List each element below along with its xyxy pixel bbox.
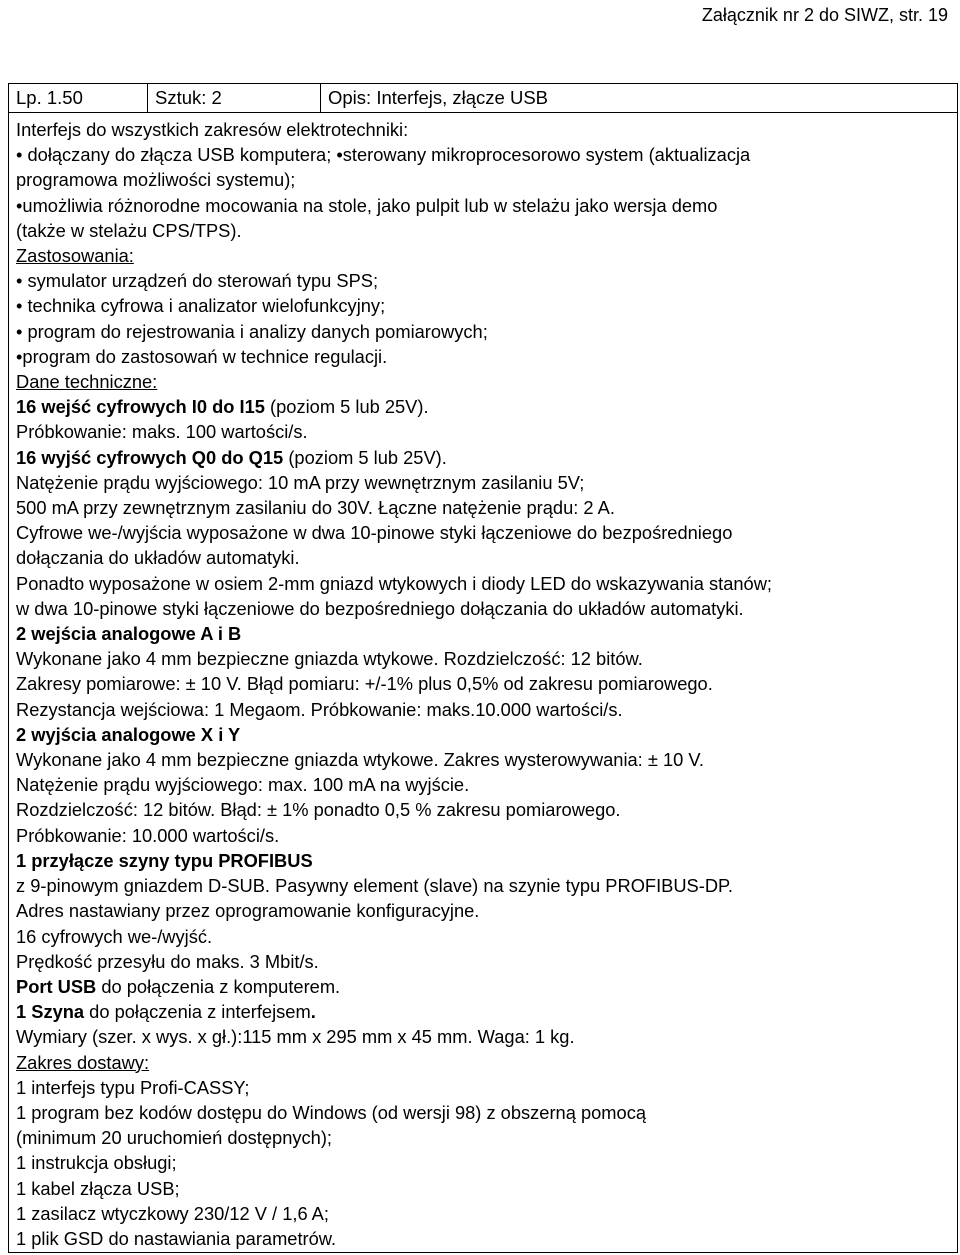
specification-table xyxy=(8,83,958,1253)
spec-line: z 9-pinowym gniazdem D-SUB. Pasywny element (slave) na szynie typu PROFIBUS-DP. xyxy=(16,875,733,897)
spec-line: Adres nastawiany przez oprogramowanie konfiguracyjne. xyxy=(16,900,480,922)
usb-port-text: do połączenia z komputerem. xyxy=(96,975,341,997)
item-number-cell: Lp. 1.50 xyxy=(9,84,148,112)
digital-inputs-label: 16 wejść cyfrowych I0 do I15 xyxy=(16,396,265,418)
spec-line: Próbkowanie: 10.000 wartości/s. xyxy=(16,824,280,846)
spec-line: Natężenie prądu wyjściowego: 10 mA przy wewnętrznym zasilaniu 5V; xyxy=(16,471,585,493)
page-header: Załącznik nr 2 do SIWZ, str. 19 xyxy=(701,5,948,25)
rail-text: do połączenia z interfejsem xyxy=(84,1001,311,1023)
spec-line: Wymiary (szer. x wys. x gł.):115 mm x 295 mm x 45 mm. Waga: 1 kg. xyxy=(16,1026,575,1048)
feature-line: programowa możliwości systemu); xyxy=(16,169,296,191)
digital-inputs-line xyxy=(16,394,950,419)
applications-heading: Zastosowania: xyxy=(16,245,134,267)
application-item: •program do zastosowań w technice regulacji. xyxy=(16,345,388,367)
spec-line: Natężenie prądu wyjściowego: max. 100 mA na wyjście. xyxy=(16,774,470,796)
rail-label: 1 Szyna xyxy=(16,1001,85,1023)
feature-line: (także w stelażu CPS/TPS). xyxy=(16,219,242,241)
analog-outputs-heading: 2 wyjścia analogowe X i Y xyxy=(16,723,241,745)
analog-inputs-heading: 2 wejścia analogowe A i B xyxy=(16,623,242,645)
delivery-scope-heading: Zakres dostawy: xyxy=(16,1051,150,1073)
delivery-item: 1 instrukcja obsługi; xyxy=(16,1152,177,1174)
feature-line: •umożliwia różnorodne mocowania na stole, jako pulpit lub w stelażu jako wersja demo xyxy=(16,194,718,216)
digital-outputs-level: (poziom 5 lub 25V). xyxy=(283,446,447,468)
rail-period: . xyxy=(310,1001,316,1023)
spec-line: Rozdzielczość: 12 bitów. Błąd: ± 1% ponadto 0,5 % zakresu pomiarowego. xyxy=(16,799,621,821)
feature-line: • dołączany do złącza USB komputera; •sterowany mikroprocesorowo system (aktualizacja xyxy=(16,144,751,166)
spec-line: Zakresy pomiarowe: ± 10 V. Błąd pomiaru: +/-1% plus 0,5% od zakresu pomiarowego. xyxy=(16,673,713,695)
usb-port-line xyxy=(16,974,950,999)
spec-line: Ponadto wyposażone w osiem 2-mm gniazd wtykowych i diody LED do wskazywania stanów; xyxy=(16,572,772,594)
table-header-row xyxy=(9,84,957,113)
spec-line: dołączania do układów automatyki. xyxy=(16,547,300,569)
digital-inputs-level: (poziom 5 lub 25V). xyxy=(264,396,429,418)
delivery-item: 1 plik GSD do nastawiania parametrów. xyxy=(16,1227,337,1249)
spec-line: 16 cyfrowych we-/wyjść. xyxy=(16,925,213,947)
specification-body xyxy=(9,113,957,1251)
usb-port-label: Port USB xyxy=(16,975,97,997)
intro-line: Interfejs do wszystkich zakresów elektrotechniki: xyxy=(16,119,409,140)
application-item: • technika cyfrowa i analizator wielofunkcyjny; xyxy=(16,295,386,317)
spec-line: Wykonane jako 4 mm bezpieczne gniazda wtykowe. Zakres wysterowywania: ± 10 V. xyxy=(16,749,704,771)
delivery-item: (minimum 20 uruchomień dostępnych); xyxy=(16,1127,332,1149)
quantity-cell: Sztuk: 2 xyxy=(148,84,321,112)
spec-line: Prędkość przesyłu do maks. 3 Mbit/s. xyxy=(16,950,319,972)
rail-line xyxy=(16,999,950,1024)
description-title-cell: Opis: Interfejs, złącze USB xyxy=(328,87,549,108)
application-item: • symulator urządzeń do sterowań typu SPS; xyxy=(16,270,379,292)
delivery-item: 1 program bez kodów dostępu do Windows (od wersji 98) z obszerną pomocą xyxy=(16,1101,647,1123)
application-item: • program do rejestrowania i analizy danych pomiarowych; xyxy=(16,320,488,342)
spec-line: Próbkowanie: maks. 100 wartości/s. xyxy=(16,421,308,443)
spec-line: w dwa 10-pinowe styki łączeniowe do bezpośredniego dołączania do układów automatyki. xyxy=(16,597,744,619)
spec-line: Rezystancja wejściowa: 1 Megaom. Próbkowanie: maks.10.000 wartości/s. xyxy=(16,698,623,720)
spec-line: 500 mA przy zewnętrznym zasilaniu do 30V. Łączne natężenie prądu: 2 A. xyxy=(16,497,615,519)
delivery-item: 1 kabel złącza USB; xyxy=(16,1177,180,1199)
digital-outputs-line xyxy=(16,445,950,470)
technical-data-heading: Dane techniczne: xyxy=(16,371,158,393)
spec-line: Cyfrowe we-/wyjścia wyposażone w dwa 10-pinowe styki łączeniowe do bezpośredniego xyxy=(16,522,733,544)
profibus-heading: 1 przyłącze szyny typu PROFIBUS xyxy=(16,849,313,871)
delivery-item: 1 zasilacz wtyczkowy 230/12 V / 1,6 A; xyxy=(16,1202,329,1224)
spec-line: Wykonane jako 4 mm bezpieczne gniazda wtykowe. Rozdzielczość: 12 bitów. xyxy=(16,648,643,670)
digital-outputs-label: 16 wyjść cyfrowych Q0 do Q15 xyxy=(16,446,284,468)
delivery-item: 1 interfejs typu Profi-CASSY; xyxy=(16,1076,250,1098)
